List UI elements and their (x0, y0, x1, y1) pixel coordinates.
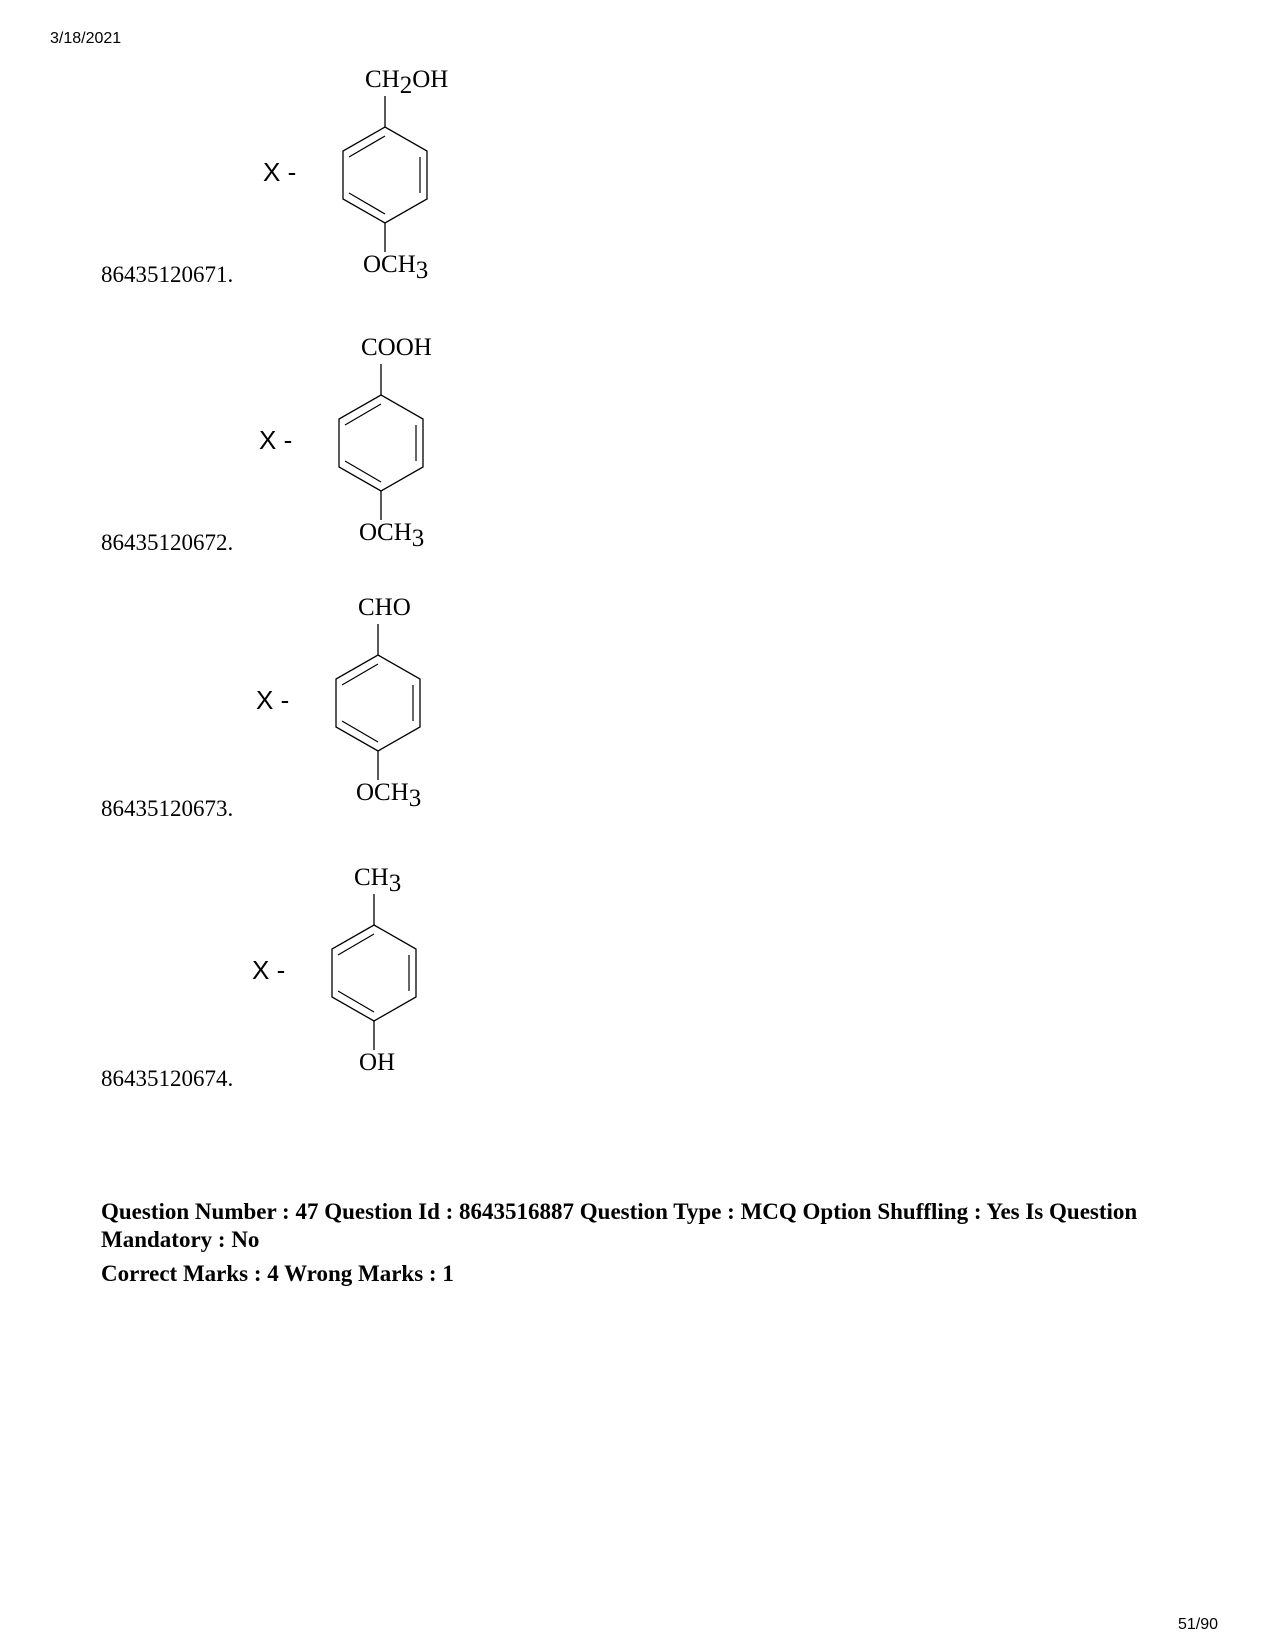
option-4-benzene-ring (332, 925, 416, 1021)
option-3-benzene-ring (336, 655, 420, 751)
option-1-bottom-group: OCH3 (363, 251, 429, 284)
print-date: 3/18/2021 (50, 30, 122, 47)
option-2-bottom-group: OCH3 (359, 519, 425, 552)
option-2-structure (246, 330, 486, 560)
page-number: 51/90 (1177, 1616, 1218, 1633)
option-1-id[interactable]: 86435120671. (101, 262, 234, 287)
option-3-id[interactable]: 86435120673. (101, 796, 234, 821)
option-1-benzene-ring (343, 127, 427, 223)
option-1-structure (250, 62, 490, 292)
option-3-bottom-group: OCH3 (356, 779, 422, 812)
question-meta (101, 1198, 1201, 1288)
option-3-structure (243, 590, 483, 820)
option-3-top-group: CHO (358, 594, 411, 621)
option-1-top-group: CH2OH (365, 66, 449, 99)
option-4-top-group: CH3 (354, 864, 402, 897)
option-2-benzene-ring (339, 395, 423, 491)
option-4-structure (239, 860, 479, 1090)
option-3-prefix: X - (256, 685, 290, 715)
question-meta-line: Question Number : 47 Question Id : 8643516887 Question Type : MCQ Option Shuffling : Yes Is Question Mandatory : No (101, 1199, 1138, 1252)
option-4-id[interactable]: 86435120674. (101, 1066, 234, 1091)
option-2-id[interactable]: 86435120672. (101, 530, 234, 555)
option-1-prefix: X - (263, 157, 297, 187)
option-4-prefix: X - (252, 955, 286, 985)
option-2-top-group: COOH (361, 334, 432, 361)
option-4-bottom-group: OH (359, 1049, 396, 1076)
option-2-prefix: X - (259, 425, 293, 455)
marks-line: Correct Marks : 4 Wrong Marks : 1 (101, 1261, 454, 1286)
